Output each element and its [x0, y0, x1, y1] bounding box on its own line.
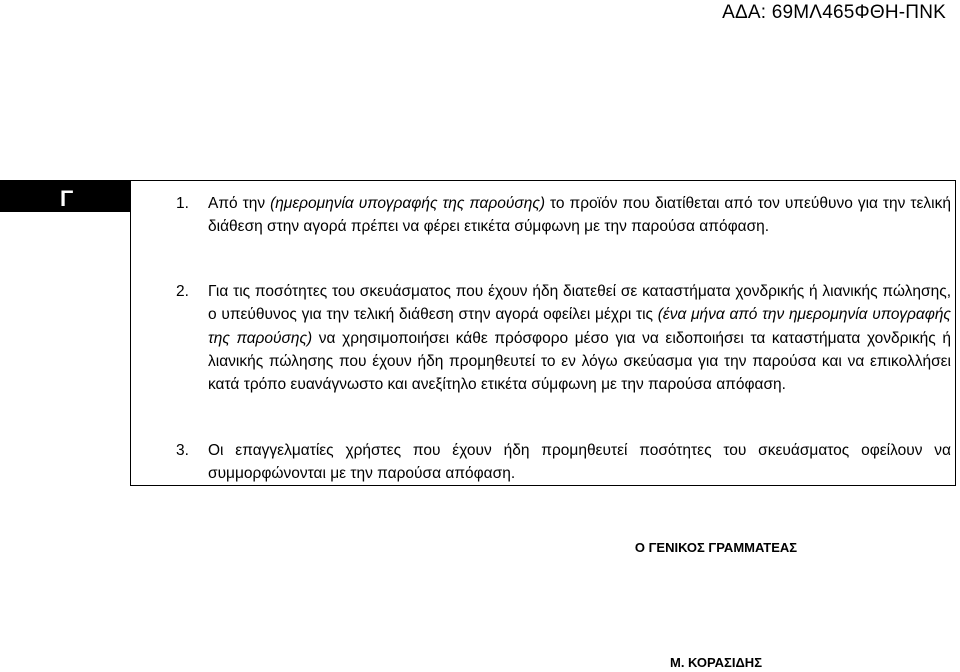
item-text: Από την (ημερομηνία υπογραφής της παρούσης) το προϊόν που διατίθεται από τον υπεύθυνο για την τελική διάθεση στην αγορά πρέπει να φέρει ετικέτα σύμφωνη με την παρούσα απόφαση. — [208, 195, 951, 236]
section-label: Γ — [0, 180, 130, 212]
list-item — [176, 280, 951, 396]
list-item — [176, 439, 951, 486]
item-number: 1. — [176, 195, 189, 212]
item-text: Οι επαγγελματίες χρήστες που έχουν ήδη προμηθευτεί ποσότητες του σκευάσματος οφείλουν να συμμορφώνονται με την παρούσα απόφαση. — [208, 442, 951, 483]
list-item — [176, 192, 951, 239]
item-text: Για τις ποσότητες του σκευάσματος που έχουν ήδη διατεθεί σε καταστήματα χονδρικής ή λιανικής πώλησης, ο υπεύθυνος για την τελική διάθεση στην αγορά οφείλει μέχρι τις (ένα μήνα από την ημερομηνία υπογραφής της παρούσης) να χρησιμοποιήσει κάθε πρόσφορο μέσο για να ειδοποιήσει τα καταστήματα χονδρικής ή λιανικής πώλησης που έχουν ήδη προμηθευτεί το εν λόγω σκεύασμα για την παρούσα και να επικολλήσει κατά τρόπο ευανάγνωστο και ανεξίτηλο ετικέτα σύμφωνη με την παρούσα απόφαση. — [208, 283, 951, 394]
item-number: 2. — [176, 283, 189, 300]
ada-code: ΑΔΑ: 69ΜΛ465ΦΘΗ-ΠΝΚ — [722, 2, 946, 23]
signature-name: Μ. ΚΟΡΑΣΙΔΗΣ — [670, 655, 762, 670]
signature-title: Ο ΓΕΝΙΚΟΣ ΓΡΑΜΜΑΤΕΑΣ — [634, 540, 798, 555]
item-number: 3. — [176, 442, 189, 459]
